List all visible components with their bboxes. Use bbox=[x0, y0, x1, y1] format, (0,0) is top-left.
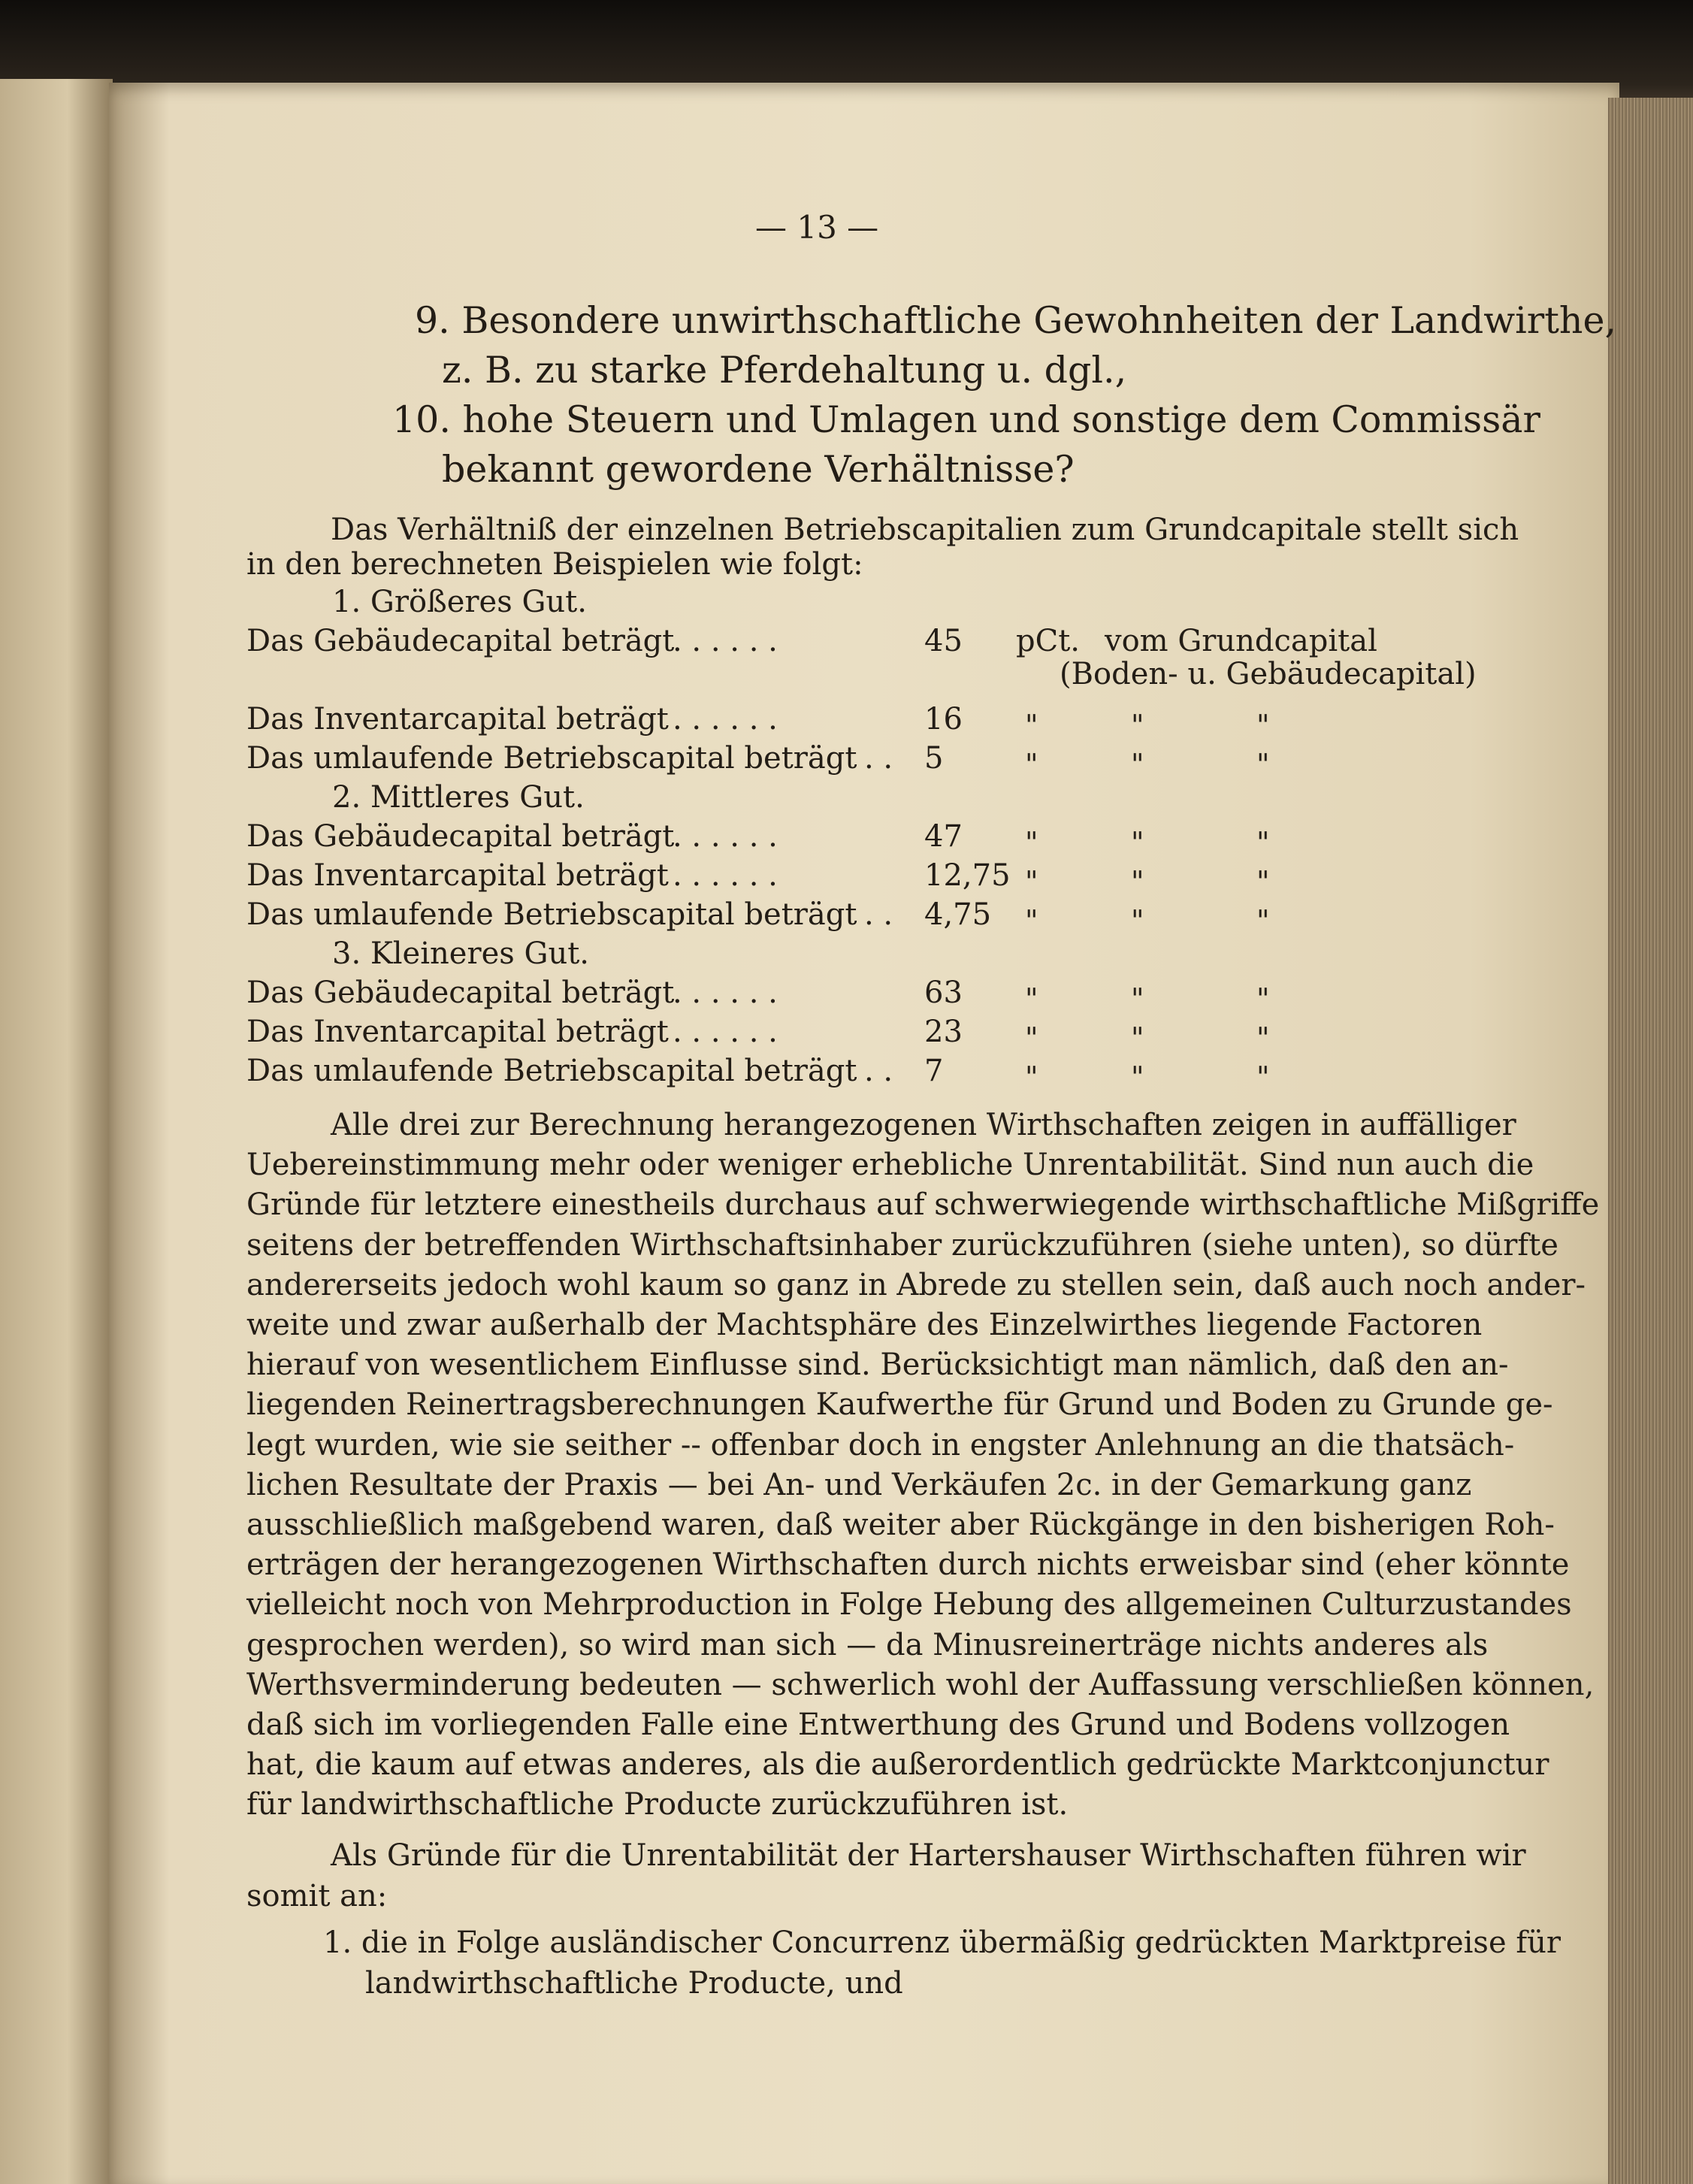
facing-page-edge bbox=[0, 79, 113, 2184]
row-label: Das umlaufende Betriebscapital beträgt bbox=[246, 897, 857, 932]
ditto-mark: " bbox=[1025, 904, 1038, 937]
row-value: 63 bbox=[924, 976, 963, 1010]
intro-line-2: in den berechneten Beispielen wie folgt: bbox=[246, 547, 863, 582]
ditto-mark: " bbox=[1131, 982, 1144, 1015]
row-leader: . . bbox=[864, 741, 893, 776]
paragraph-line: hierauf von wesentlichem Einflusse sind. Berücksichtigt man nämlich, daß den an- bbox=[246, 1348, 1509, 1383]
row-label: Das umlaufende Betriebscapital beträgt bbox=[246, 741, 857, 776]
ditto-mark: " bbox=[1025, 709, 1038, 742]
row-label: Das Gebäudecapital beträgt bbox=[246, 624, 675, 658]
paragraph-line: legt wurden, wie sie seither -- offenbar doch in engster Anlehnung an die thatsäch- bbox=[246, 1427, 1515, 1463]
row-label: Das Gebäudecapital beträgt bbox=[246, 819, 675, 854]
ditto-mark: " bbox=[1256, 748, 1270, 781]
paragraph-line: hat, die kaum auf etwas anderes, als die außerordentlich gedrückte Marktconjunctur bbox=[246, 1747, 1549, 1783]
paragraph-line: andererseits jedoch wohl kaum so ganz in Abrede zu stellen sein, daß auch noch ander- bbox=[246, 1267, 1586, 1302]
row-value: 23 bbox=[924, 1015, 963, 1049]
row-value: 16 bbox=[924, 702, 963, 737]
row-leader: . . bbox=[864, 897, 893, 932]
ditto-mark: " bbox=[1256, 904, 1270, 937]
ditto-mark: " bbox=[1131, 865, 1144, 898]
unit-description-detail: (Boden- u. Gebäudecapital) bbox=[1060, 657, 1477, 691]
row-value: 7 bbox=[924, 1054, 944, 1088]
paragraph-line: Alle drei zur Berechnung herangezogenen Wirthschaften zeigen in auffälliger bbox=[331, 1108, 1516, 1142]
row-value: 47 bbox=[924, 819, 963, 854]
ditto-mark: " bbox=[1025, 982, 1038, 1015]
paragraph-line: lichen Resultate der Praxis — bei An- und Verkäufen 2c. in der Gemarkung ganz bbox=[246, 1467, 1472, 1502]
row-label: Das Inventarcapital beträgt bbox=[246, 858, 669, 893]
paragraph-line: vielleicht noch von Mehrproduction in Folge Hebung des allgemeinen Culturzustandes bbox=[246, 1587, 1572, 1623]
paragraph-line: ausschließlich maßgebend waren, daß weiter aber Rückgänge in den bisherigen Roh- bbox=[246, 1508, 1555, 1542]
row-leader: . . . . . . bbox=[673, 858, 778, 893]
ditto-mark: " bbox=[1131, 748, 1144, 781]
ditto-mark: " bbox=[1256, 1060, 1270, 1094]
ditto-mark: " bbox=[1025, 748, 1038, 781]
page-block-edges bbox=[1608, 98, 1693, 2184]
group-title: 1. Größeres Gut. bbox=[332, 585, 587, 619]
ditto-mark: " bbox=[1256, 709, 1270, 742]
row-label: Das umlaufende Betriebscapital beträgt bbox=[246, 1054, 857, 1088]
list-item-9-line1: 9. Besondere unwirthschaftliche Gewohnheiten der Landwirthe, bbox=[415, 299, 1617, 342]
ditto-mark: " bbox=[1025, 865, 1038, 898]
group-title: 2. Mittleres Gut. bbox=[332, 780, 585, 815]
row-value: 45 bbox=[924, 624, 963, 658]
ditto-mark: " bbox=[1256, 826, 1270, 859]
row-value: 4,75 bbox=[924, 897, 992, 932]
paragraph-line: Uebereinstimmung mehr oder weniger erhebliche Unrentabilität. Sind nun auch die bbox=[246, 1148, 1534, 1183]
list-item-10-line1: 10. hohe Steuern und Umlagen und sonstige dem Commissär bbox=[392, 398, 1540, 441]
ditto-mark: " bbox=[1025, 1021, 1038, 1054]
paragraph-line: Gründe für letztere einestheils durchaus auf schwerwiegende wirthschaftliche Mißgriffe bbox=[246, 1187, 1600, 1223]
list-item-9-line2: z. B. zu starke Pferdehaltung u. dgl., bbox=[442, 349, 1127, 392]
group-title: 3. Kleineres Gut. bbox=[332, 936, 589, 971]
ditto-mark: " bbox=[1256, 982, 1270, 1015]
list-item-line: landwirthschaftliche Producte, und bbox=[365, 1966, 903, 2001]
row-label: Das Gebäudecapital beträgt bbox=[246, 976, 675, 1010]
paragraph-line: für landwirthschaftliche Producte zurückzuführen ist. bbox=[246, 1787, 1069, 1823]
ditto-mark: " bbox=[1131, 826, 1144, 859]
intro-line-1: Das Verhältniß der einzelnen Betriebscapitalien zum Grundcapitale stellt sich bbox=[331, 513, 1519, 547]
ditto-mark: " bbox=[1025, 1060, 1038, 1094]
ditto-mark: " bbox=[1131, 1060, 1144, 1094]
paragraph-line: somit an: bbox=[246, 1879, 388, 1913]
row-leader: . . . . . . bbox=[673, 1015, 778, 1049]
row-leader: . . . . . . bbox=[673, 702, 778, 737]
paragraph-line: gesprochen werden), so wird man sich — da Minusreinerträge nichts anderes als bbox=[246, 1627, 1489, 1662]
list-item-line: 1. die in Folge ausländischer Concurrenz übermäßig gedrückten Marktpreise für bbox=[323, 1925, 1561, 1960]
ditto-mark: " bbox=[1025, 826, 1038, 859]
paragraph-line: daß sich im vorliegenden Falle eine Entwerthung des Grund und Bodens vollzogen bbox=[246, 1708, 1510, 1742]
paragraph-line: weite und zwar außerhalb der Machtsphäre des Einzelwirthes liegende Factoren bbox=[246, 1308, 1483, 1342]
row-value: 5 bbox=[924, 741, 944, 776]
row-leader: . . . . . . bbox=[673, 976, 778, 1010]
row-label: Das Inventarcapital beträgt bbox=[246, 1015, 669, 1049]
unit-description: vom Grundcapital bbox=[1105, 624, 1377, 658]
ditto-mark: " bbox=[1131, 709, 1144, 742]
row-value: 12,75 bbox=[924, 858, 1011, 893]
paragraph-line: Als Gründe für die Unrentabilität der Hartershauser Wirthschaften führen wir bbox=[331, 1838, 1526, 1873]
paragraph-line: liegenden Reinertragsberechnungen Kaufwerthe für Grund und Boden zu Grunde ge- bbox=[246, 1387, 1553, 1423]
ditto-mark: " bbox=[1256, 1021, 1270, 1054]
paragraph-line: erträgen der herangezogenen Wirthschaften durch nichts erweisbar sind (eher könnte bbox=[246, 1547, 1570, 1583]
page-number: — 13 — bbox=[755, 209, 879, 246]
ditto-mark: " bbox=[1256, 865, 1270, 898]
row-label: Das Inventarcapital beträgt bbox=[246, 702, 669, 737]
ditto-mark: " bbox=[1131, 904, 1144, 937]
row-leader: . . . . . . bbox=[673, 819, 778, 854]
paragraph-line: Werthsverminderung bedeuten — schwerlich wohl der Auffassung verschließen können, bbox=[246, 1667, 1595, 1702]
unit-label: pCt. bbox=[1016, 624, 1080, 658]
list-item-10-line2: bekannt gewordene Verhältnisse? bbox=[442, 448, 1075, 491]
row-leader: . . bbox=[864, 1054, 893, 1088]
row-leader: . . . . . . bbox=[673, 624, 778, 658]
paragraph-line: seitens der betreffenden Wirthschaftsinhaber zurückzuführen (siehe unten), so dürfte bbox=[246, 1227, 1558, 1263]
ditto-mark: " bbox=[1131, 1021, 1144, 1054]
